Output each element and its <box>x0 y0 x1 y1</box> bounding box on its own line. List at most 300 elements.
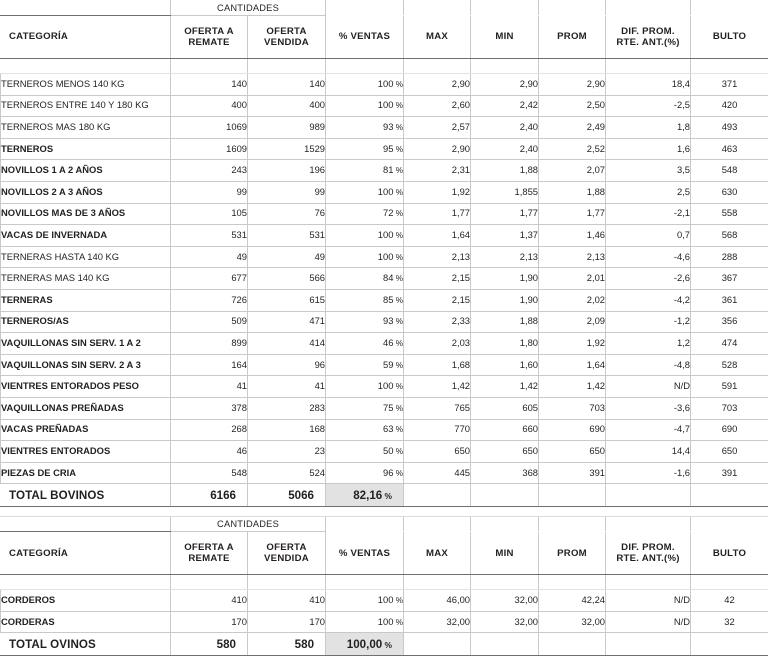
cell-oferta-vendida: 471 <box>248 311 326 333</box>
row-category: VAQUILLONAS SIN SERV. 2 A 3 <box>1 354 171 376</box>
column-header-max: MAX <box>404 16 471 59</box>
column-header-line2: VENDIDA <box>248 37 325 48</box>
row-category: VAQUILLONAS PREÑADAS <box>1 397 171 419</box>
cell-oferta-vendida: 23 <box>248 441 326 463</box>
cell-prom: 1,88 <box>539 181 606 203</box>
cell-bulto: 630 <box>691 181 768 203</box>
table-row <box>1 376 768 398</box>
header-spacer-cell <box>539 575 606 590</box>
cell-oferta-vendida: 524 <box>248 462 326 484</box>
cell-oferta-remate: 1609 <box>171 138 248 160</box>
cell-pct-ventas <box>326 462 404 484</box>
header-spacer-cell <box>606 575 691 590</box>
cell-oferta-remate: 164 <box>171 354 248 376</box>
cell-prom: 2,50 <box>539 95 606 117</box>
percent-symbol: % <box>393 209 403 218</box>
column-header-line2: REMATE <box>171 37 247 48</box>
table-gap-cell <box>326 507 404 517</box>
cell-max: 2,90 <box>404 74 471 96</box>
cell-pct-ventas <box>326 333 404 355</box>
table-row <box>1 354 768 376</box>
cell-pct-ventas <box>326 95 404 117</box>
percent-value: 95 <box>383 143 393 154</box>
cell-max: 2,03 <box>404 333 471 355</box>
table-gap-cell <box>606 507 691 517</box>
total-min <box>471 633 539 656</box>
cell-max: 2,13 <box>404 246 471 268</box>
cell-bulto: 591 <box>691 376 768 398</box>
percent-value: 100 <box>378 594 394 605</box>
percent-value: 46 <box>383 337 393 348</box>
cell-min: 605 <box>471 397 539 419</box>
cell-prom: 2,90 <box>539 74 606 96</box>
cell-prom: 2,02 <box>539 289 606 311</box>
cell-oferta-remate: 46 <box>171 441 248 463</box>
cell-oferta-remate: 677 <box>171 268 248 290</box>
cell-min: 1,855 <box>471 181 539 203</box>
row-category: NOVILLOS 1 A 2 AÑOS <box>1 160 171 182</box>
table-row <box>1 181 768 203</box>
cell-bulto: 42 <box>691 590 768 612</box>
cell-max: 1,68 <box>404 354 471 376</box>
table-row <box>1 246 768 268</box>
percent-value: 75 <box>383 402 393 413</box>
cell-max: 765 <box>404 397 471 419</box>
header-spacer-row <box>1 59 768 74</box>
cell-prom: 1,77 <box>539 203 606 225</box>
cell-oferta-vendida: 168 <box>248 419 326 441</box>
cell-max: 2,15 <box>404 268 471 290</box>
cell-prom: 1,92 <box>539 333 606 355</box>
row-category: TERNEROS/AS <box>1 311 171 333</box>
table-row <box>1 95 768 117</box>
cell-bulto: 371 <box>691 74 768 96</box>
cell-dif-prom: 3,5 <box>606 160 691 182</box>
column-header-row <box>1 16 768 59</box>
total-bulto <box>691 633 768 656</box>
header-spacer-cell <box>171 59 248 74</box>
header-spacer-cell <box>171 575 248 590</box>
cell-oferta-vendida: 1529 <box>248 138 326 160</box>
table-row <box>1 160 768 182</box>
cell-oferta-vendida: 170 <box>248 611 326 633</box>
cell-oferta-remate: 243 <box>171 160 248 182</box>
cell-dif-prom: -1,6 <box>606 462 691 484</box>
group-header-blank <box>326 517 404 532</box>
cell-prom: 650 <box>539 441 606 463</box>
cell-dif-prom: 0,7 <box>606 225 691 247</box>
cell-prom: 2,49 <box>539 117 606 139</box>
cell-bulto: 32 <box>691 611 768 633</box>
column-header-bulto: BULTO <box>691 16 768 59</box>
cell-oferta-remate: 170 <box>171 611 248 633</box>
total-max <box>404 633 471 656</box>
cell-oferta-remate: 899 <box>171 333 248 355</box>
total-pct-ventas <box>326 484 404 507</box>
cell-oferta-remate: 531 <box>171 225 248 247</box>
total-label: TOTAL OVINOS <box>1 633 171 656</box>
total-row <box>1 633 768 656</box>
column-header-line1: OFERTA A <box>171 542 247 553</box>
row-category: CORDERAS <box>1 611 171 633</box>
cell-oferta-remate: 378 <box>171 397 248 419</box>
percent-symbol: % <box>393 469 403 478</box>
group-header-blank <box>471 1 539 16</box>
table-gap-cell <box>248 507 326 517</box>
group-header-blank <box>691 1 768 16</box>
column-header-categoria: CATEGORÍA <box>1 532 171 575</box>
percent-value: 72 <box>383 207 393 218</box>
table-gap-cell <box>471 507 539 517</box>
cell-oferta-remate: 99 <box>171 181 248 203</box>
cell-bulto: 558 <box>691 203 768 225</box>
cell-oferta-vendida: 566 <box>248 268 326 290</box>
cell-min: 2,13 <box>471 246 539 268</box>
cell-prom: 703 <box>539 397 606 419</box>
cell-bulto: 493 <box>691 117 768 139</box>
cell-oferta-remate: 726 <box>171 289 248 311</box>
cell-pct-ventas <box>326 74 404 96</box>
cell-pct-ventas <box>326 376 404 398</box>
cell-oferta-vendida: 414 <box>248 333 326 355</box>
total-pct-ventas <box>326 633 404 656</box>
table-row <box>1 268 768 290</box>
percent-value: 85 <box>383 294 393 305</box>
header-spacer-cell <box>248 575 326 590</box>
cell-oferta-remate: 268 <box>171 419 248 441</box>
percent-value: 50 <box>383 445 393 456</box>
cell-min: 1,42 <box>471 376 539 398</box>
cell-max: 2,57 <box>404 117 471 139</box>
cell-max: 2,60 <box>404 95 471 117</box>
header-spacer-cell <box>326 575 404 590</box>
cell-min: 32,00 <box>471 611 539 633</box>
cell-max: 32,00 <box>404 611 471 633</box>
column-header-pct_ventas: % VENTAS <box>326 532 404 575</box>
header-spacer-cell <box>471 59 539 74</box>
cell-dif-prom: N/D <box>606 376 691 398</box>
percent-value: 100 <box>378 251 394 262</box>
table-row <box>1 462 768 484</box>
group-header-row <box>1 1 768 16</box>
cell-max: 1,92 <box>404 181 471 203</box>
percent-symbol: % <box>393 188 403 197</box>
table-row <box>1 311 768 333</box>
row-category: VACAS DE INVERNADA <box>1 225 171 247</box>
cell-bulto: 288 <box>691 246 768 268</box>
cell-oferta-vendida: 410 <box>248 590 326 612</box>
cell-prom: 391 <box>539 462 606 484</box>
column-header-dif_prom <box>606 532 691 575</box>
cell-oferta-vendida: 49 <box>248 246 326 268</box>
cell-dif-prom: 2,5 <box>606 181 691 203</box>
cell-oferta-vendida: 615 <box>248 289 326 311</box>
cell-pct-ventas <box>326 590 404 612</box>
cell-dif-prom: -1,2 <box>606 311 691 333</box>
percent-symbol: % <box>382 640 392 650</box>
percent-symbol: % <box>393 361 403 370</box>
column-header-categoria: CATEGORÍA <box>1 16 171 59</box>
cell-pct-ventas <box>326 160 404 182</box>
cell-prom: 2,09 <box>539 311 606 333</box>
cell-dif-prom: 1,2 <box>606 333 691 355</box>
cell-dif-prom: 1,6 <box>606 138 691 160</box>
percent-symbol: % <box>393 145 403 154</box>
percent-symbol: % <box>393 101 403 110</box>
table-row <box>1 333 768 355</box>
cell-oferta-vendida: 41 <box>248 376 326 398</box>
percent-symbol: % <box>393 425 403 434</box>
cell-bulto: 528 <box>691 354 768 376</box>
header-spacer-cell <box>606 59 691 74</box>
row-category: NOVILLOS 2 A 3 AÑOS <box>1 181 171 203</box>
table-gap-cell <box>404 507 471 517</box>
cell-max: 2,90 <box>404 138 471 160</box>
row-category: TERNERAS <box>1 289 171 311</box>
table-row <box>1 419 768 441</box>
cell-min: 1,80 <box>471 333 539 355</box>
header-spacer-cell <box>248 59 326 74</box>
cell-prom: 32,00 <box>539 611 606 633</box>
cell-dif-prom: N/D <box>606 590 691 612</box>
table-gap-row <box>1 507 768 517</box>
percent-symbol: % <box>393 123 403 132</box>
percent-value: 63 <box>383 423 393 434</box>
total-prom <box>539 633 606 656</box>
cell-min: 1,37 <box>471 225 539 247</box>
column-header-line2: VENDIDA <box>248 553 325 564</box>
column-header-min: MIN <box>471 532 539 575</box>
cell-bulto: 356 <box>691 311 768 333</box>
group-header-spacer <box>1 517 171 532</box>
table-row <box>1 289 768 311</box>
total-bulto <box>691 484 768 507</box>
table-row <box>1 138 768 160</box>
total-oferta-vendida: 5066 <box>248 484 326 507</box>
group-header-blank <box>539 1 606 16</box>
cell-min: 2,42 <box>471 95 539 117</box>
cell-prom: 2,13 <box>539 246 606 268</box>
table-row <box>1 74 768 96</box>
cell-min: 1,60 <box>471 354 539 376</box>
cell-pct-ventas <box>326 441 404 463</box>
cell-oferta-vendida: 76 <box>248 203 326 225</box>
header-spacer-cell <box>539 59 606 74</box>
column-header-line1: OFERTA A <box>171 26 247 37</box>
cell-bulto: 361 <box>691 289 768 311</box>
cell-max: 2,31 <box>404 160 471 182</box>
cell-min: 650 <box>471 441 539 463</box>
cell-pct-ventas <box>326 268 404 290</box>
table-row <box>1 590 768 612</box>
total-max <box>404 484 471 507</box>
column-header-oferta_remate <box>171 16 248 59</box>
cell-pct-ventas <box>326 311 404 333</box>
percent-value: 100,00 <box>347 638 382 651</box>
cell-dif-prom: -4,2 <box>606 289 691 311</box>
cell-dif-prom: 14,4 <box>606 441 691 463</box>
cell-min: 1,90 <box>471 268 539 290</box>
header-spacer-cell <box>691 575 768 590</box>
cell-min: 1,77 <box>471 203 539 225</box>
row-category: CORDEROS <box>1 590 171 612</box>
header-spacer-cell <box>1 59 171 74</box>
column-header-row <box>1 532 768 575</box>
header-spacer-cell <box>404 575 471 590</box>
percent-symbol: % <box>393 80 403 89</box>
percent-value: 81 <box>383 164 393 175</box>
cell-min: 2,40 <box>471 138 539 160</box>
percent-symbol: % <box>393 253 403 262</box>
cell-oferta-remate: 400 <box>171 95 248 117</box>
cell-prom: 1,64 <box>539 354 606 376</box>
cell-prom: 1,46 <box>539 225 606 247</box>
percent-value: 100 <box>378 380 394 391</box>
column-header-oferta_remate <box>171 532 248 575</box>
percent-value: 100 <box>378 186 394 197</box>
group-header-row <box>1 517 768 532</box>
column-header-line2: REMATE <box>171 553 247 564</box>
cell-oferta-remate: 140 <box>171 74 248 96</box>
group-header-blank <box>691 517 768 532</box>
group-header-spacer <box>1 1 171 16</box>
cell-prom: 690 <box>539 419 606 441</box>
row-category: TERNERAS HASTA 140 KG <box>1 246 171 268</box>
cell-pct-ventas <box>326 203 404 225</box>
table-row <box>1 441 768 463</box>
table-row <box>1 117 768 139</box>
table-row <box>1 611 768 633</box>
column-header-line1: OFERTA <box>248 542 325 553</box>
cell-oferta-remate: 49 <box>171 246 248 268</box>
header-spacer-cell <box>326 59 404 74</box>
row-category: TERNEROS MAS 180 KG <box>1 117 171 139</box>
cell-max: 2,15 <box>404 289 471 311</box>
column-header-dif_prom <box>606 16 691 59</box>
header-spacer-row <box>1 575 768 590</box>
cell-oferta-remate: 105 <box>171 203 248 225</box>
cell-dif-prom: N/D <box>606 611 691 633</box>
cell-pct-ventas <box>326 246 404 268</box>
percent-value: 84 <box>383 272 393 283</box>
cell-min: 2,40 <box>471 117 539 139</box>
percent-value: 93 <box>383 121 393 132</box>
row-category: VIENTRES ENTORADOS <box>1 441 171 463</box>
percent-symbol: % <box>393 274 403 283</box>
column-header-line1: OFERTA <box>248 26 325 37</box>
header-spacer-cell <box>471 575 539 590</box>
header-spacer-cell <box>1 575 171 590</box>
percent-value: 100 <box>378 229 394 240</box>
column-header-max: MAX <box>404 532 471 575</box>
cell-oferta-vendida: 531 <box>248 225 326 247</box>
cell-dif-prom: -4,7 <box>606 419 691 441</box>
header-spacer-cell <box>404 59 471 74</box>
percent-symbol: % <box>393 404 403 413</box>
total-prom <box>539 484 606 507</box>
cell-prom: 1,42 <box>539 376 606 398</box>
total-label: TOTAL BOVINOS <box>1 484 171 507</box>
row-category: PIEZAS DE CRIA <box>1 462 171 484</box>
cell-pct-ventas <box>326 611 404 633</box>
cell-dif-prom: -4,8 <box>606 354 691 376</box>
column-header-line1: DIF. PROM. <box>606 542 690 553</box>
cell-bulto: 367 <box>691 268 768 290</box>
column-header-prom: PROM <box>539 16 606 59</box>
percent-symbol: % <box>393 339 403 348</box>
row-category: TERNEROS MENOS 140 KG <box>1 74 171 96</box>
cell-max: 445 <box>404 462 471 484</box>
percent-value: 59 <box>383 359 393 370</box>
table-gap-cell <box>691 507 768 517</box>
cell-pct-ventas <box>326 181 404 203</box>
group-header-cantidades: CANTIDADES <box>171 1 326 16</box>
cell-pct-ventas <box>326 138 404 160</box>
cell-dif-prom: 1,8 <box>606 117 691 139</box>
column-header-line1: DIF. PROM. <box>606 26 690 37</box>
column-header-pct_ventas: % VENTAS <box>326 16 404 59</box>
cell-max: 1,42 <box>404 376 471 398</box>
cell-dif-prom: -3,6 <box>606 397 691 419</box>
header-spacer-cell <box>691 59 768 74</box>
cell-max: 770 <box>404 419 471 441</box>
row-category: VAQUILLONAS SIN SERV. 1 A 2 <box>1 333 171 355</box>
percent-symbol: % <box>393 317 403 326</box>
row-category: VACAS PREÑADAS <box>1 419 171 441</box>
column-header-line2: RTE. ANT.(%) <box>606 37 690 48</box>
group-header-blank <box>471 517 539 532</box>
total-oferta-vendida: 580 <box>248 633 326 656</box>
cell-prom: 2,01 <box>539 268 606 290</box>
cell-pct-ventas <box>326 419 404 441</box>
group-header-blank <box>404 517 471 532</box>
cell-max: 650 <box>404 441 471 463</box>
cell-max: 1,77 <box>404 203 471 225</box>
group-header-blank <box>606 517 691 532</box>
cell-min: 1,88 <box>471 311 539 333</box>
cell-min: 2,90 <box>471 74 539 96</box>
group-header-blank <box>539 517 606 532</box>
percent-symbol: % <box>393 382 403 391</box>
total-oferta-remate: 580 <box>171 633 248 656</box>
group-header-blank <box>326 1 404 16</box>
cell-oferta-vendida: 196 <box>248 160 326 182</box>
cell-oferta-vendida: 99 <box>248 181 326 203</box>
percent-value: 82,16 <box>353 489 382 502</box>
cell-dif-prom: 18,4 <box>606 74 691 96</box>
total-dif-prom <box>606 633 691 656</box>
cell-pct-ventas <box>326 225 404 247</box>
cell-dif-prom: -2,5 <box>606 95 691 117</box>
cell-bulto: 420 <box>691 95 768 117</box>
total-min <box>471 484 539 507</box>
row-category: VIENTRES ENTORADOS PESO <box>1 376 171 398</box>
cell-bulto: 474 <box>691 333 768 355</box>
cell-bulto: 391 <box>691 462 768 484</box>
row-category: TERNERAS MAS 140 KG <box>1 268 171 290</box>
column-header-min: MIN <box>471 16 539 59</box>
percent-value: 100 <box>378 99 394 110</box>
row-category: NOVILLOS MAS DE 3 AÑOS <box>1 203 171 225</box>
cell-prom: 2,52 <box>539 138 606 160</box>
total-oferta-remate: 6166 <box>171 484 248 507</box>
cell-oferta-remate: 41 <box>171 376 248 398</box>
cell-oferta-vendida: 140 <box>248 74 326 96</box>
cell-bulto: 548 <box>691 160 768 182</box>
table-row <box>1 203 768 225</box>
column-header-oferta_vendida <box>248 532 326 575</box>
cell-min: 660 <box>471 419 539 441</box>
